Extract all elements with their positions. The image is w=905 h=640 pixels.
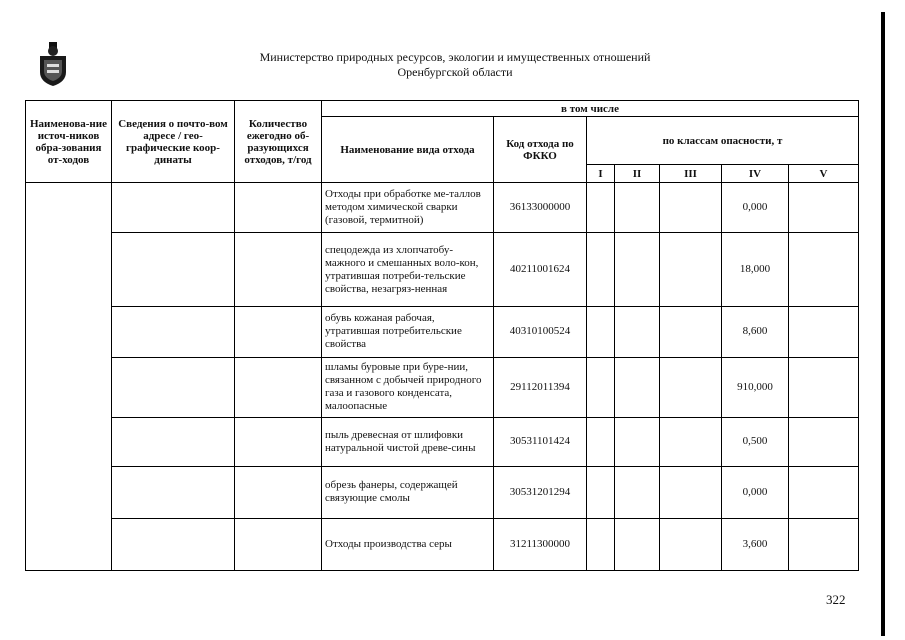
header-waste-name: Наименование вида отхода [322, 117, 494, 183]
scan-edge-bar [881, 12, 885, 636]
header-address: Сведения о почто-вом адресе / гео-графические коор-динаты [112, 101, 235, 183]
table-row [26, 183, 859, 233]
table-row [26, 417, 859, 466]
waste-name-cell: обувь кожаная рабочая, утратившая потребительские свойства [322, 307, 494, 357]
waste-code-cell: 40310100524 [494, 307, 587, 357]
address-cell [112, 307, 235, 357]
header-class-i: I [587, 165, 615, 183]
waste-code-cell: 30531201294 [494, 466, 587, 518]
quantity-cell [235, 466, 322, 518]
header-source: Наименова-ние источ-ников обра-зования от-ходов [26, 101, 112, 183]
header-quantity: Количество ежегодно об-разующихся отходов, т/год [235, 101, 322, 183]
waste-name-cell: Отходы при обработке ме-таллов методом химической сварки (газовой, термитной) [322, 183, 494, 233]
table-row [26, 518, 859, 570]
waste-code-cell: 40211001624 [494, 233, 587, 307]
table-row [26, 233, 859, 307]
waste-name-cell: пыль древесная от шлифовки натуральной чистой древе-сины [322, 417, 494, 466]
class-iv-cell: 3,600 [722, 518, 789, 570]
header-hazard-classes: по классам опасности, т [587, 117, 859, 165]
waste-name-cell: Отходы производства серы [322, 518, 494, 570]
waste-name-cell: обрезь фанеры, содержащей связующие смолы [322, 466, 494, 518]
header-class-iii: III [660, 165, 722, 183]
header-class-ii: II [615, 165, 660, 183]
quantity-cell [235, 307, 322, 357]
waste-name-cell: спецодежда из хлопчатобу-мажного и смешанных воло-кон, утратившая потреби-тельские свойства, незагряз-ненная [322, 233, 494, 307]
class-iv-cell: 0,000 [722, 466, 789, 518]
ministry-title: Министерство природных ресурсов, экологии и имущественных отношений [259, 50, 651, 64]
coat-of-arms-icon [38, 42, 68, 86]
waste-code-cell: 30531101424 [494, 417, 587, 466]
class-iv-cell: 18,000 [722, 233, 789, 307]
waste-code-cell: 31211300000 [494, 518, 587, 570]
quantity-cell [235, 233, 322, 307]
quantity-cell [235, 183, 322, 233]
class-iv-cell: 910,000 [722, 357, 789, 417]
waste-table [25, 100, 859, 571]
class-iv-cell: 8,600 [722, 307, 789, 357]
source-cell [26, 183, 112, 571]
class-iv-cell: 0,500 [722, 417, 789, 466]
waste-code-cell: 36133000000 [494, 183, 587, 233]
address-cell [112, 233, 235, 307]
address-cell [112, 183, 235, 233]
table-row [26, 307, 859, 357]
region-title: Оренбургской области [397, 65, 513, 79]
page-number: 322 [826, 592, 846, 607]
header-class-v: V [789, 165, 859, 183]
quantity-cell [235, 357, 322, 417]
class-iv-cell: 0,000 [722, 183, 789, 233]
document-header [150, 50, 760, 80]
address-cell [112, 357, 235, 417]
address-cell [112, 518, 235, 570]
address-cell [112, 417, 235, 466]
quantity-cell [235, 417, 322, 466]
address-cell [112, 466, 235, 518]
header-code: Код отхода по ФККО [494, 117, 587, 183]
header-class-iv: IV [722, 165, 789, 183]
table-row [26, 357, 859, 417]
table-row [26, 466, 859, 518]
quantity-cell [235, 518, 322, 570]
header-including: в том числе [322, 101, 859, 117]
waste-code-cell: 29112011394 [494, 357, 587, 417]
waste-name-cell: шламы буровые при буре-нии, связанном с добычей природного газа и газового конденсата, малоопасные [322, 357, 494, 417]
